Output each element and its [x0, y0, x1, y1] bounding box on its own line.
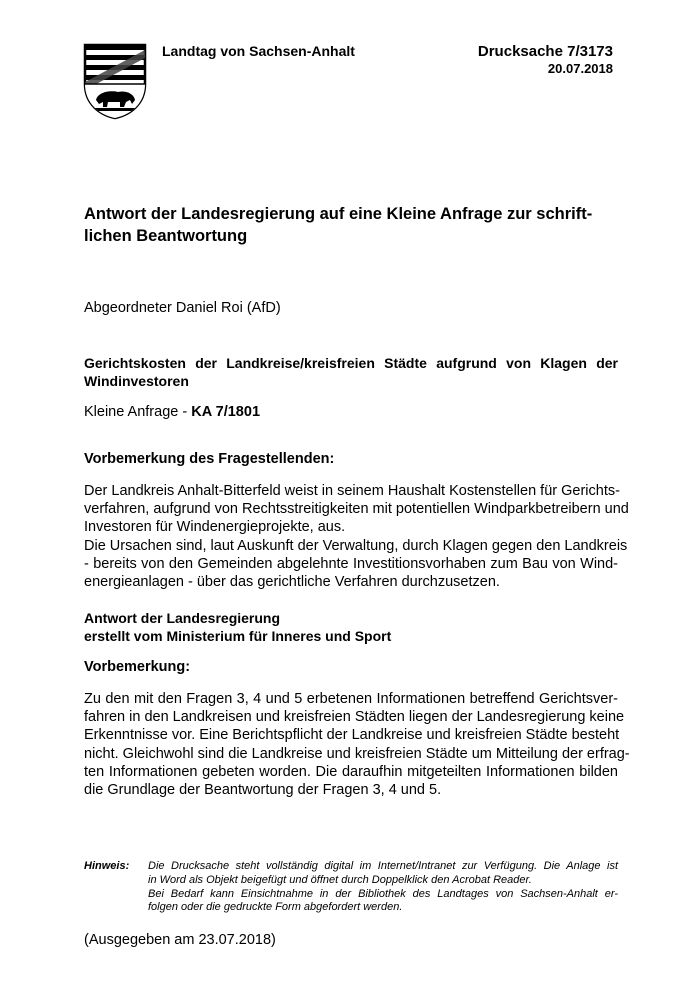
questioner-preliminary-text: [84, 482, 629, 591]
note-label: Hinweis:: [84, 860, 130, 872]
answer-preliminary-heading: Vorbemerkung:: [84, 659, 191, 675]
subject: Gerichtskosten der Landkreise/kreisfreien Städte aufgrund von Klagen der Windinvestoren: [84, 355, 618, 389]
document-number-block: [478, 43, 613, 77]
drucksache-number: Drucksache 7/3173: [477, 43, 613, 60]
issued-date: (Ausgegeben am 23.07.2018): [84, 932, 276, 948]
text-line: energieanlagen - über das gerichtliche Verfahren durchzusetzen.: [84, 574, 500, 591]
author: Abgeordneter Daniel Roi (AfD): [84, 300, 281, 316]
inquiry-number: KA 7/1801: [191, 404, 261, 420]
note-line: folgen oder die gedruckte Form abgefordert werden.: [148, 901, 403, 914]
text-line: Erkenntnisse vor. Eine Berichtspflicht der Landkreise und kreisfreien Städte besteht: [84, 727, 620, 744]
text-line: Der Landkreis Anhalt-Bitterfeld weist in seinem Haushalt Kostenstellen für Gerichts-: [84, 483, 620, 499]
organization-name: Landtag von Sachsen-Anhalt: [162, 43, 355, 59]
inquiry-reference: [84, 404, 260, 420]
note-line: in Word als Objekt beigefügt und öffnet durch Doppelklick den Acrobat Reader.: [148, 873, 532, 886]
inquiry-prefix: Kleine Anfrage -: [84, 404, 192, 420]
coat-of-arms-icon: [82, 42, 148, 120]
text-line: Die Ursachen sind, laut Auskunft der Verwaltung, durch Klagen gegen den Landkreis: [84, 537, 628, 554]
answer-heading-line: erstellt vom Ministerium für Inneres und Sport: [84, 627, 392, 644]
title-line: Antwort der Landesregierung auf eine Kleine Anfrage zur schrift-: [84, 205, 593, 223]
text-line: ten Informationen gebeten worden. Die daraufhin mitgeteilten Informationen bilden: [84, 763, 618, 780]
note-line: Die Drucksache steht vollständig digital im Internet/Intranet zur Verfügung. Die Anlage ist: [148, 860, 618, 872]
text-line: nicht. Gleichwohl sind die Landkreise und kreisfreien Städte um Mitteilung der erfrag-: [84, 745, 630, 762]
questioner-preliminary-heading: Vorbemerkung des Fragestellenden:: [84, 451, 335, 467]
answer-heading-line: Antwort der Landesregierung: [84, 610, 281, 626]
text-line: fahren in den Landkreisen und kreisfreien Städten liegen der Landesregierung keine: [84, 709, 625, 726]
answer-heading: [84, 610, 391, 645]
note-text: [148, 860, 618, 915]
text-line: - bereits von den Gemeinden abgelehnte Investitionsvorhaben zum Bau von Wind-: [84, 555, 618, 572]
text-line: verfahren, aufgrund von Rechtsstreitigkeiten mit potentiellen Windparkbetreibern und: [84, 501, 629, 518]
text-line: Zu den mit den Fragen 3, 4 und 5 erbetenen Informationen betreffend Gerichtsver-: [84, 691, 618, 707]
text-line: Investoren für Windenergieprojekte, aus.: [84, 519, 346, 536]
title-line: lichen Beantwortung: [84, 227, 248, 245]
answer-preliminary-text: [84, 690, 630, 799]
document-title: [84, 203, 618, 247]
document-date: 20.07.2018: [547, 61, 613, 76]
text-line: die Grundlage der Beantwortung der Fragen 3, 4 und 5.: [84, 782, 442, 799]
note-line: Bei Bedarf kann Einsichtnahme in der Bibliothek des Landtages von Sachsen-Anhalt er-: [148, 887, 618, 900]
